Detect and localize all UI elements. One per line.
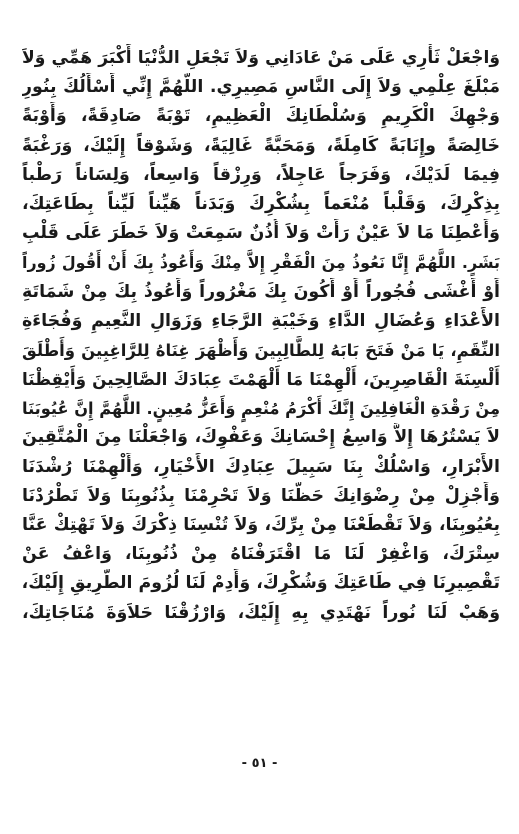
text-line: أَوْ أَغْشَى فُجُوراً أَوْ أَكُونَ بِكَ مَغْرُوراً وَأَعُوذُ بِكَ مِنْ شَمَاتَةِ bbox=[22, 281, 500, 302]
text-line: وَهَبْ لَنَا نُوراً نَهْتَدِي بِهِ إِلَيْكَ، وَارْزُقْنَا حَلاَوَةَ مُنَاجَاتِكَ، bbox=[22, 602, 500, 623]
text-line: فِيمَا لَدَيْكَ، وَفَرَجاً عَاجِلاً، وَرِزْقاً وَاسِعاً، وَلِسَاناً رَطْباً bbox=[22, 164, 500, 185]
text-line: مَبْلَغَ عِلْمِي وَلاَ إِلَى النَّاسِ مَصِيرِي. اللَّهُمَّ إِنِّي أَسْأَلُكَ بِنُورِ bbox=[22, 77, 500, 98]
text-line: وَجْهِكَ الْكَرِيمِ وَسُلْطَانِكَ الْعَظِيمِ، تَوْبَةً صَادِقَةً، وَأَوْبَةً bbox=[22, 106, 500, 127]
text-line: وَاجْعَلْ ثَأْرِي عَلَى مَنْ عَادَانِي وَلاَ تَجْعَلِ الدُّنْيَا أَكْبَرَ هَمِّي وَلاَ bbox=[22, 48, 500, 68]
text-line: أَلْسِنَةَ الْقَاصِرِينَ، أَلْهِمْنَا مَا أَلْهَمْتَ عِبَادَكَ الصَّالِحِينَ وَأَيْقِظْنَا bbox=[22, 369, 500, 390]
text-line: لاَ يَسْتُرُهَا إِلاَّ وَاسِعُ إِحْسَانِكَ وَعَفْوِكَ، وَاجْعَلْنَا مِنَ الْمُتَّقِينَ bbox=[22, 427, 500, 448]
text-line: وَأَجْزِلْ مِنْ رِضْوَانِكَ حَظَّنَا وَلاَ تَحْرِمْنَا بِذُنُوبِنَا وَلاَ تَطْرُدْنَا bbox=[22, 485, 500, 506]
page-number: - ٥١ - bbox=[241, 756, 278, 771]
text-line: وَأَعْطِنَا مَا لاَ عَيْنٌ رَأَتْ وَلاَ أُذُنٌ سَمِعَتْ وَلاَ خَطَرَ عَلَى قَلْبِ bbox=[22, 223, 500, 244]
text-line: بِذِكْرِكَ، وَقَلْباً مُنْعَماً بِشُكْرِكَ وَبَدَناً هَيِّناً لَيِّناً بِطَاعَتِكَ، bbox=[22, 193, 500, 214]
text-line: تَقْصِيرِنَا فِي طَاعَتِكَ وَشُكْرِكَ، وَأَدِمْ لَنَا لُزُومَ الطَّرِيقِ إِلَيْكَ، bbox=[22, 573, 500, 594]
text-line: بَشَرٍ. اللَّهُمَّ إِنَّا نَعُوذُ مِنَ الْفَقْرِ إِلاَّ مِنْكَ وَأَعُوذُ بِكَ أَنْ أَقُولَ زُوراً bbox=[22, 253, 500, 273]
text-line: النِّقَمِ، يَا مَنْ فَتَحَ بَابَهُ لِلطَّالِبِينَ وَأَظْهَرَ غِنَاهُ لِلرَّاغِبِينَ وَأَطْلَقَ bbox=[22, 340, 500, 360]
text-line: سِتْرَكَ، وَاغْفِرْ لَنَا مَا اقْتَرَفْنَاهُ مِنْ ذُنُوبِنَا، وَاعْفُ عَنْ bbox=[22, 544, 500, 565]
text-line: الأَبْرَارِ، وَاسْلُكْ بِنَا سَبِيلَ عِبَادِكَ الأَخْيَارِ، وَأَلْهِمْنَا رُشْدَنَا bbox=[22, 456, 500, 477]
text-line: بِعُيُوبِنَا، وَلاَ تَقْطَعْنَا مِنْ بِرِّكَ، وَلاَ تُنْسِنَا ذِكْرَكَ وَلاَ تَهْتِكْ عَنَّا bbox=[22, 515, 500, 535]
prayer-text-block bbox=[22, 44, 500, 628]
text-line: خَالِصَةً وإِنَابَةً كَامِلَةً، وَمَحَبَّةً غَالِيَةً، وَشَوْقاً إِلَيْكَ، وَرَغْبَةً bbox=[22, 135, 500, 156]
text-line: مِنْ رَقْدَةِ الْغَافِلِينَ إِنَّكَ أَكْرَمُ مُنْعِمٍ وَأَعَزُّ مُعِينٍ. اللَّهُمَّ إِنَّ عُيُوبَنَا bbox=[22, 399, 500, 419]
text-line: الأَعْدَاءِ وَعُضَالِ الدَّاءِ وَخَيْبَةِ الرَّجَاءِ وَزَوَالِ النَّعِيمِ وَفُجَاءَةِ bbox=[22, 310, 500, 331]
